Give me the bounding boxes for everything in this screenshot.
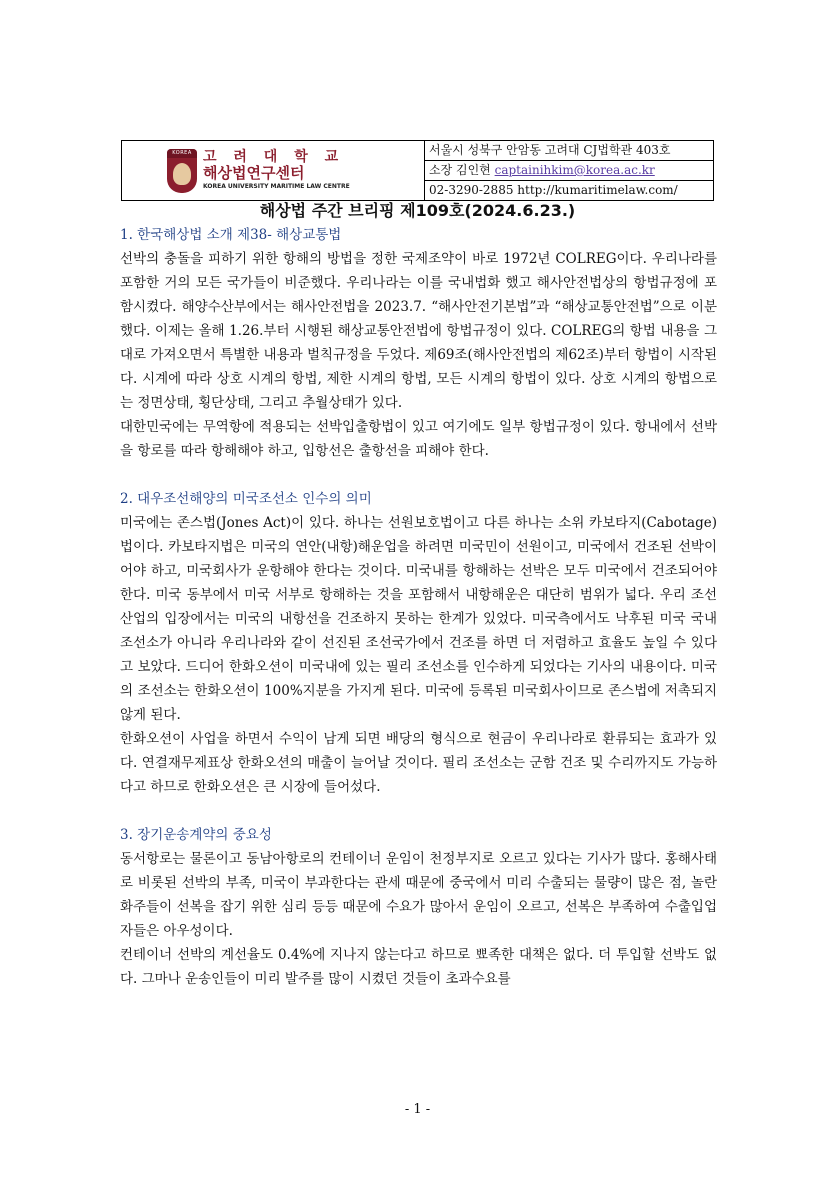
logo-area bbox=[122, 141, 425, 200]
address: 서울시 성북구 안암동 고려대 CJ법학관 403호 bbox=[425, 141, 713, 161]
section-heading: 2. 대우조선해양의 미국조선소 인수의 의미 bbox=[120, 491, 372, 507]
director-label: 소장 김인현 bbox=[429, 163, 491, 177]
email-link[interactable]: captainihkim@korea.ac.kr bbox=[494, 163, 655, 177]
document-title: 해상법 주간 브리핑 제109호(2024.6.23.) bbox=[259, 201, 576, 220]
logo-center-name: 해상법연구센터 bbox=[203, 164, 305, 182]
logo-english-name: KOREA UNIVERSITY MARITIME LAW CENTRE bbox=[203, 183, 350, 190]
paragraph: 미국에는 존스법(Jones Act)이 있다. 하나는 선원보호법이고 다른 하나는 소위 카보타지(Cabotage)법이다. 카보타지법은 미국의 연안(내항)해운업을 하려면 미국민이 선원이고, 미국에서 건조된 선박이어야 하고, 미국회사가 운항해야 한다는 것이다. 미국내를 항해하는 선박은 모두 미국에서 건조되어야 한다. 미국 동부에서 미국 서부로 항해하는 것을 포함해서 내항해운은 대단히 범위가 넓다. 우리 조선산업의 입장에서는 미국의 내항선을 건조하지 못하는 한계가 있었다. 미국측에서도 낙후된 미국 국내조선소가 아니라 우리나라와 같이 선진된 조선국가에서 건조를 하면 더 저렴하고 효율도 높일 수 있다고 보았다. 드디어 한화오션이 미국내에 있는 필리 조선소를 인수하게 되었다는 기사의 내용이다. 미국의 조선소는 한화오션이 100%지분을 가지게 된다. 미국에 등록된 미국회사이므로 존스법에 저촉되지 않게 된다. bbox=[120, 515, 717, 723]
phone-website: 02-3290-2885 http://kumaritimelaw.com/ bbox=[429, 183, 678, 197]
section-heading: 1. 한국해상법 소개 제38- 해상교통법 bbox=[120, 227, 342, 243]
paragraph: 대한민국에는 무역항에 적용되는 선박입출항법이 있고 여기에도 일부 항법규정이 있다. 항내에서 선박을 항로를 따라 항해해야 하고, 입항선은 출항선을 피해야 한다. bbox=[120, 419, 717, 459]
briefing-body bbox=[120, 223, 717, 991]
letterhead bbox=[121, 140, 714, 201]
paragraph: 한화오션이 사업을 하면서 수익이 남게 되면 배당의 형식으로 현금이 우리나라로 환류되는 효과가 있다. 연결재무제표상 한화오션의 매출이 늘어날 것이다. 필리 조선소는 군함 건조 및 수리까지도 가능하다고 하므로 한화오션은 큰 시장에 들어섰다. bbox=[120, 731, 717, 795]
contact-info bbox=[425, 141, 713, 200]
emblem-text: KOREA bbox=[172, 149, 192, 156]
paragraph: 컨테이너 선박의 계선율도 0.4%에 지나지 않는다고 하므로 뾰족한 대책은 없다. 더 투입할 선박도 없다. 그마나 운송인들이 미리 발주를 많이 시켰던 것들이 초과수요를 bbox=[120, 947, 717, 987]
logo-university-name: 고 려 대 학 교 bbox=[203, 149, 345, 165]
paragraph: 선박의 충돌을 피하기 위한 항해의 방법을 정한 국제조약이 바로 1972년 COLREG이다. 우리나라를 포함한 거의 모든 국가들이 비준했다. 우리나라는 이를 국내법화 했고 해사안전법상의 항법규정에 포함시켰다. 해양수산부에서는 해사안전법을 2023.7. “해사안전기본법”과 “해상교통안전법”으로 이분했다. 이제는 올해 1.26.부터 시행된 해상교통안전법에 항법규정이 있다. COLREG의 항법 내용을 그대로 가져오면서 특별한 내용과 벌칙규정을 두었다. 제69조(해사안전법의 제62조)부터 항법이 시작된다. 시계에 따라 상호 시계의 항법, 제한 시계의 항법, 모든 시계의 항법이 있다. 상호 시계의 항법으로는 정면상태, 횡단상태, 그리고 추월상태가 있다. bbox=[120, 251, 717, 411]
director-row bbox=[425, 161, 713, 181]
paragraph: 동서항로는 물론이고 동남아항로의 컨테이너 운임이 천정부지로 오르고 있다는 기사가 많다. 홍해사태로 비롯된 선박의 부족, 미국이 부과한다는 관세 때문에 중국에서 미리 수출되는 물량이 많은 점, 놀란 화주들이 선복을 잡기 위한 심리 등등 때문에 수요가 많아서 운임이 오르고, 선복은 부족하여 수출입업자들은 아우성이다. bbox=[120, 851, 717, 939]
university-emblem-icon bbox=[167, 149, 197, 193]
section-heading: 3. 장기운송계약의 중요성 bbox=[120, 827, 272, 843]
page-number: - 1 - bbox=[404, 1102, 431, 1117]
